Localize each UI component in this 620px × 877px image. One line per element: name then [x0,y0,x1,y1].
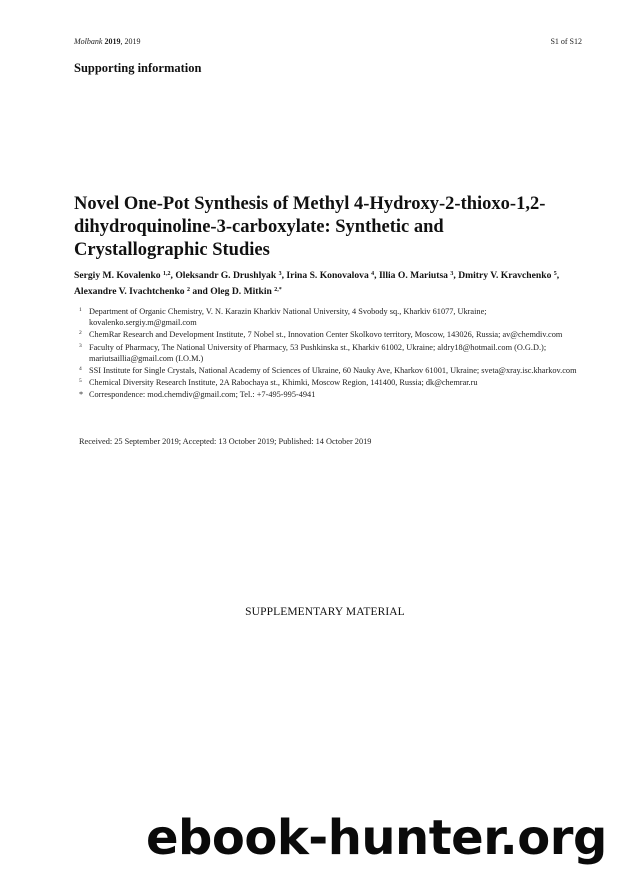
author: Alexandre V. Ivachtchenko $^2$ and [74,286,211,297]
publication-dates: Received: 25 September 2019; Accepted: 13 October 2019; Published: 14 October 2019 [79,437,372,446]
author-list [74,267,574,299]
author: Dmitry V. Kravchenko $^5$, [458,270,560,281]
affiliation: 3 Faculty of Pharmacy, The National University of Pharmacy, 53 Pushkinska st., Kharkiv 61002, Ukraine; aldry18@hotmail.com (O.G.D.); mariutsaillia@gmail.com (I.O.M.) [79,342,547,363]
author: Irina S. Konovalova $^4$, [286,270,379,281]
author: Illia O. Mariutsa $^3$, [378,270,459,281]
journal-name: Molbank [74,37,103,46]
watermark-text: ebook-hunter.org [146,810,607,866]
supporting-information-heading: Supporting information [74,61,202,75]
affiliation-list [79,306,579,402]
paper-title: Novel One-Pot Synthesis of Methyl 4-Hydroxy-2-thioxo-1,2-dihydroquinoline-3-carboxylate: Synthetic and Crystallographic Studies [74,194,546,260]
journal-year: 2019 [104,37,121,46]
affiliation: 2 ChemRar Research and Development Institute, 7 Nobel st., Innovation Center Skolkovo territory, Moscow, 143026, Russia; av@chemdiv.com [79,330,563,340]
author: Oleg D. Mitkin $^{2,*}$ [210,286,282,297]
affiliation: 1 Department of Organic Chemistry, V. N. Karazin Kharkiv National University, 4 Svobody sq., Kharkiv 61077, Ukraine; kovalenko.sergiy.m@gmail.com [79,307,487,328]
supplementary-material-label: SUPPLEMENTARY MATERIAL [245,606,405,618]
author: Sergiy M. Kovalenko $^{1,2}$, [74,270,176,281]
affiliation: 4 SSI Institute for Single Crystals, National Academy of Sciences of Ukraine, 60 Nauky Ave, Kharkov 61001, Ukraine; sveta@xray.isc.kharkov.com [79,366,577,376]
page-indicator: S1 of S12 [550,37,582,46]
affiliation: 5 Chemical Diversity Research Institute, 2A Rabochaya st., Khimki, Moscow Region, 141400, Russia; dk@chemrar.ru [79,378,478,388]
correspondence: * Correspondence: mod.chemdiv@gmail.com; Tel.: +7-495-995-4941 [79,390,316,400]
running-header-journal [74,37,140,46]
journal-year-suffix: , 2019 [120,37,141,46]
author: Oleksandr G. Drushlyak $^3$, [175,270,287,281]
